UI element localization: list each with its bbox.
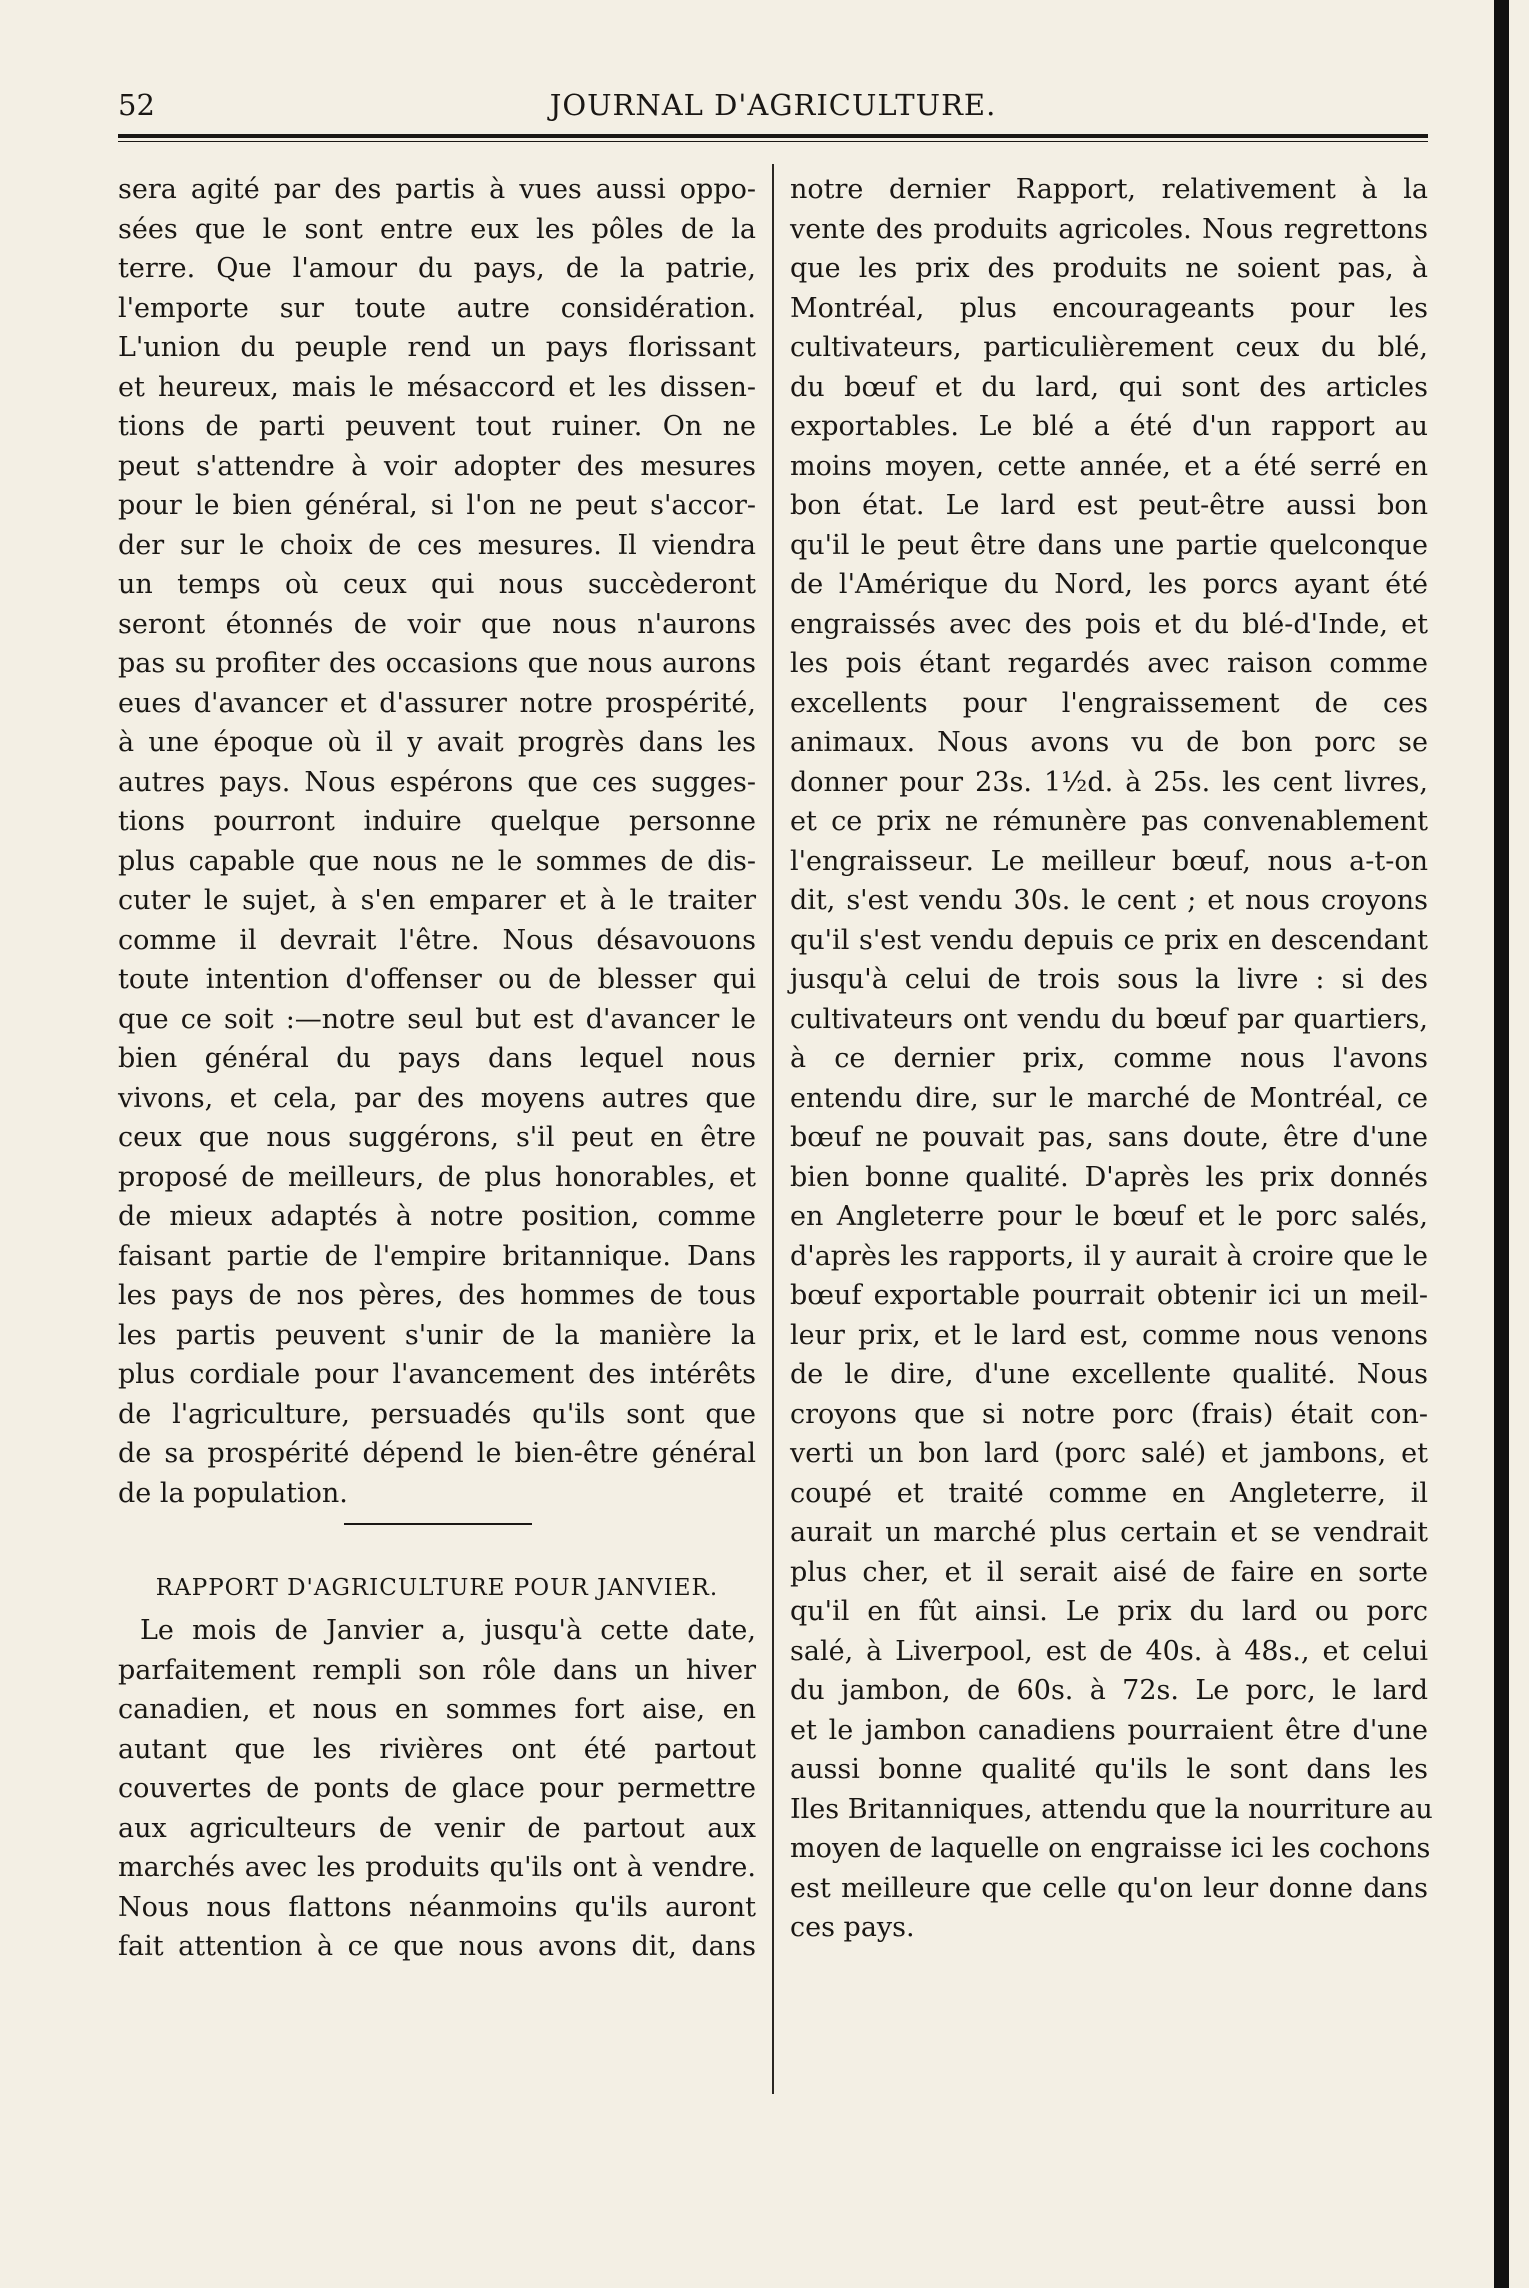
text-line: d'après les rapports, il y aurait à croire que le — [790, 1240, 1428, 1272]
text-line: du jambon, de 60s. à 72s. Le porc, le lard — [790, 1675, 1428, 1706]
left-column-top-text — [118, 170, 756, 1513]
text-line: vivons, et cela, par des moyens autres que — [118, 1082, 756, 1114]
text-line: cuter le sujet, à s'en emparer et à le traiter — [118, 885, 756, 916]
text-line: de mieux adaptés à notre position, comme — [118, 1201, 756, 1232]
text-line: l'engraisseur. Le meilleur bœuf, nous a-t-on — [790, 845, 1428, 877]
page-number: 52 — [118, 88, 155, 122]
text-line: plus cordiale pour l'avancement des intérêts — [118, 1359, 756, 1390]
text-line: excellents pour l'engraissement de ces — [790, 687, 1428, 719]
text-line: couvertes de ponts de glace pour permettre — [118, 1773, 756, 1804]
text-line: aussi bonne qualité qu'ils le sont dans les — [790, 1754, 1428, 1785]
text-line: à une époque où il y avait progrès dans les — [118, 727, 756, 758]
text-line: ceux que nous suggérons, s'il peut en être — [118, 1122, 756, 1153]
text-line: eues d'avancer et d'assurer notre prospérité, — [118, 687, 756, 719]
text-line: Le mois de Janvier a, jusqu'à cette date, — [140, 1615, 756, 1646]
text-line: bien bonne qualité. D'après les prix donnés — [790, 1161, 1428, 1193]
text-line: vente des produits agricoles. Nous regrettons — [790, 213, 1428, 245]
text-line: cultivateurs, particulièrement ceux du blé, — [790, 332, 1428, 363]
text-line: verti un bon lard (porc salé) et jambons, et — [790, 1438, 1428, 1469]
text-line: les pays de nos pères, des hommes de tous — [118, 1280, 756, 1311]
running-title: JOURNAL D'AGRICULTURE. — [549, 88, 997, 122]
text-line: salé, à Liverpool, est de 40s. à 48s., et celui — [790, 1635, 1428, 1667]
text-line: terre. Que l'amour du pays, de la patrie, — [118, 253, 756, 284]
text-line: Montréal, plus encourageants pour les — [790, 292, 1428, 324]
text-line: de l'Amérique du Nord, les porcs ayant été — [790, 569, 1428, 600]
text-line: plus cher, et il serait aisé de faire en sorte — [790, 1556, 1428, 1588]
text-line: sera agité par des partis à vues aussi oppo- — [118, 174, 756, 205]
text-line: L'union du peuple rend un pays florissant — [118, 332, 756, 363]
text-line: Iles Britanniques, attendu que la nourriture au — [790, 1793, 1433, 1825]
text-line: autant que les rivières ont été partout — [118, 1733, 756, 1765]
left-column — [118, 170, 756, 1967]
text-line: coupé et traité comme en Angleterre, il — [790, 1477, 1428, 1509]
text-line: leur prix, et le lard est, comme nous venons — [790, 1319, 1428, 1351]
text-line: fait attention à ce que nous avons dit, dans — [118, 1931, 756, 1962]
text-line: aurait un marché plus certain et se vendrait — [790, 1517, 1428, 1548]
text-line: et ce prix ne rémunère pas convenablement — [790, 806, 1428, 837]
text-line: toute intention d'offenser ou de blesser qui — [118, 964, 756, 995]
left-column-bottom-text — [118, 1611, 756, 1967]
text-line: parfaitement rempli son rôle dans un hiver — [118, 1654, 756, 1686]
text-line: der sur le choix de ces mesures. Il viendra — [118, 529, 756, 561]
text-line: seront étonnés de voir que nous n'aurons — [118, 608, 756, 640]
text-line: que les prix des produits ne soient pas, à — [790, 253, 1428, 284]
text-line: les pois étant regardés avec raison comme — [790, 648, 1428, 679]
text-line: de sa prospérité dépend le bien-être général — [118, 1438, 756, 1469]
text-line: peut s'attendre à voir adopter des mesures — [118, 450, 756, 482]
text-line: de l'agriculture, persuadés qu'ils sont que — [118, 1398, 756, 1430]
right-column — [790, 170, 1433, 1948]
text-line: un temps où ceux qui nous succèderont — [118, 569, 756, 600]
text-line: en Angleterre pour le bœuf et le porc salés, — [790, 1201, 1428, 1232]
text-line: bien général du pays dans lequel nous — [118, 1043, 756, 1074]
text-line: pour le bien général, si l'on ne peut s'accor- — [118, 490, 756, 521]
text-line: tions pourront induire quelque personne — [118, 806, 756, 837]
text-line: l'emporte sur toute autre considération. — [118, 292, 756, 324]
text-line: pas su profiter des occasions que nous aurons — [118, 648, 756, 679]
text-line: moyen de laquelle on engraisse ici les cochons — [790, 1833, 1431, 1864]
section-heading: RAPPORT D'AGRICULTURE POUR JANVIER. — [155, 1575, 719, 1601]
text-line: qu'il en fût ainsi. Le prix du lard ou porc — [790, 1596, 1428, 1627]
text-line: ces pays. — [790, 1912, 915, 1943]
text-line: qu'il s'est vendu depuis ce prix en descendant — [790, 924, 1428, 956]
text-line: autres pays. Nous espérons que ces sugges- — [118, 766, 756, 798]
text-line: faisant partie de l'empire britannique. Dans — [118, 1240, 756, 1272]
text-line: exportables. Le blé a été d'un rapport au — [790, 411, 1428, 442]
text-line: engraissés avec des pois et du blé-d'Inde, et — [790, 608, 1428, 640]
text-line: et heureux, mais le mésaccord et les dissen- — [118, 371, 756, 403]
text-line: proposé de meilleurs, de plus honorables, et — [118, 1161, 756, 1193]
text-line: est meilleure que celle qu'on leur donne dans — [790, 1872, 1428, 1904]
text-line: dit, s'est vendu 30s. le cent ; et nous croyons — [790, 885, 1428, 916]
text-line: tions de parti peuvent tout ruiner. On ne — [118, 411, 756, 442]
text-line: et le jambon canadiens pourraient être d'une — [790, 1714, 1428, 1746]
text-line: animaux. Nous avons vu de bon porc se — [790, 727, 1428, 758]
text-line: bon état. Le lard est peut-être aussi bon — [790, 490, 1428, 521]
text-line: de le dire, d'une excellente qualité. Nous — [790, 1359, 1428, 1390]
text-line: moins moyen, cette année, et a été serré en — [790, 450, 1428, 482]
text-line: du bœuf et du lard, qui sont des articles — [790, 371, 1428, 403]
text-line: cultivateurs ont vendu du bœuf par quartiers, — [790, 1003, 1428, 1035]
text-line: aux agriculteurs de venir de partout aux — [118, 1812, 756, 1844]
column-divider — [772, 164, 774, 2094]
text-line: que ce soit :—notre seul but est d'avancer le — [118, 1003, 756, 1035]
section-divider-rule — [344, 1523, 532, 1525]
text-line: de la population. — [118, 1477, 348, 1509]
text-line: sées que le sont entre eux les pôles de la — [118, 213, 756, 245]
text-line: comme il devrait l'être. Nous désavouons — [118, 924, 756, 956]
text-line: canadien, et nous en sommes fort aise, en — [118, 1694, 756, 1725]
header-rule-thin — [118, 141, 1428, 142]
text-line: notre dernier Rapport, relativement à la — [790, 174, 1428, 205]
text-line: entendu dire, sur le marché de Montréal, ce — [790, 1082, 1428, 1114]
page-edge-binding — [1494, 0, 1509, 2288]
text-line: jusqu'à celui de trois sous la livre : si des — [790, 964, 1428, 995]
text-line: qu'il le peut être dans une partie quelconque — [790, 529, 1428, 561]
text-line: marchés avec les produits qu'ils ont à vendre. — [118, 1852, 756, 1883]
text-line: plus capable que nous ne le sommes de dis- — [118, 845, 756, 877]
text-line: donner pour 23s. 1½d. à 25s. les cent livres, — [790, 766, 1428, 798]
page-header — [118, 88, 1428, 128]
text-line: à ce dernier prix, comme nous l'avons — [790, 1043, 1428, 1074]
header-rule-thick — [118, 134, 1428, 138]
text-line: Nous nous flattons néanmoins qu'ils auront — [118, 1891, 756, 1923]
text-line: bœuf ne pouvait pas, sans doute, être d'une — [790, 1122, 1428, 1153]
text-line: les partis peuvent s'unir de la manière la — [118, 1319, 756, 1351]
text-line: croyons que si notre porc (frais) était con- — [790, 1398, 1428, 1430]
text-line: bœuf exportable pourrait obtenir ici un meil- — [790, 1280, 1428, 1311]
